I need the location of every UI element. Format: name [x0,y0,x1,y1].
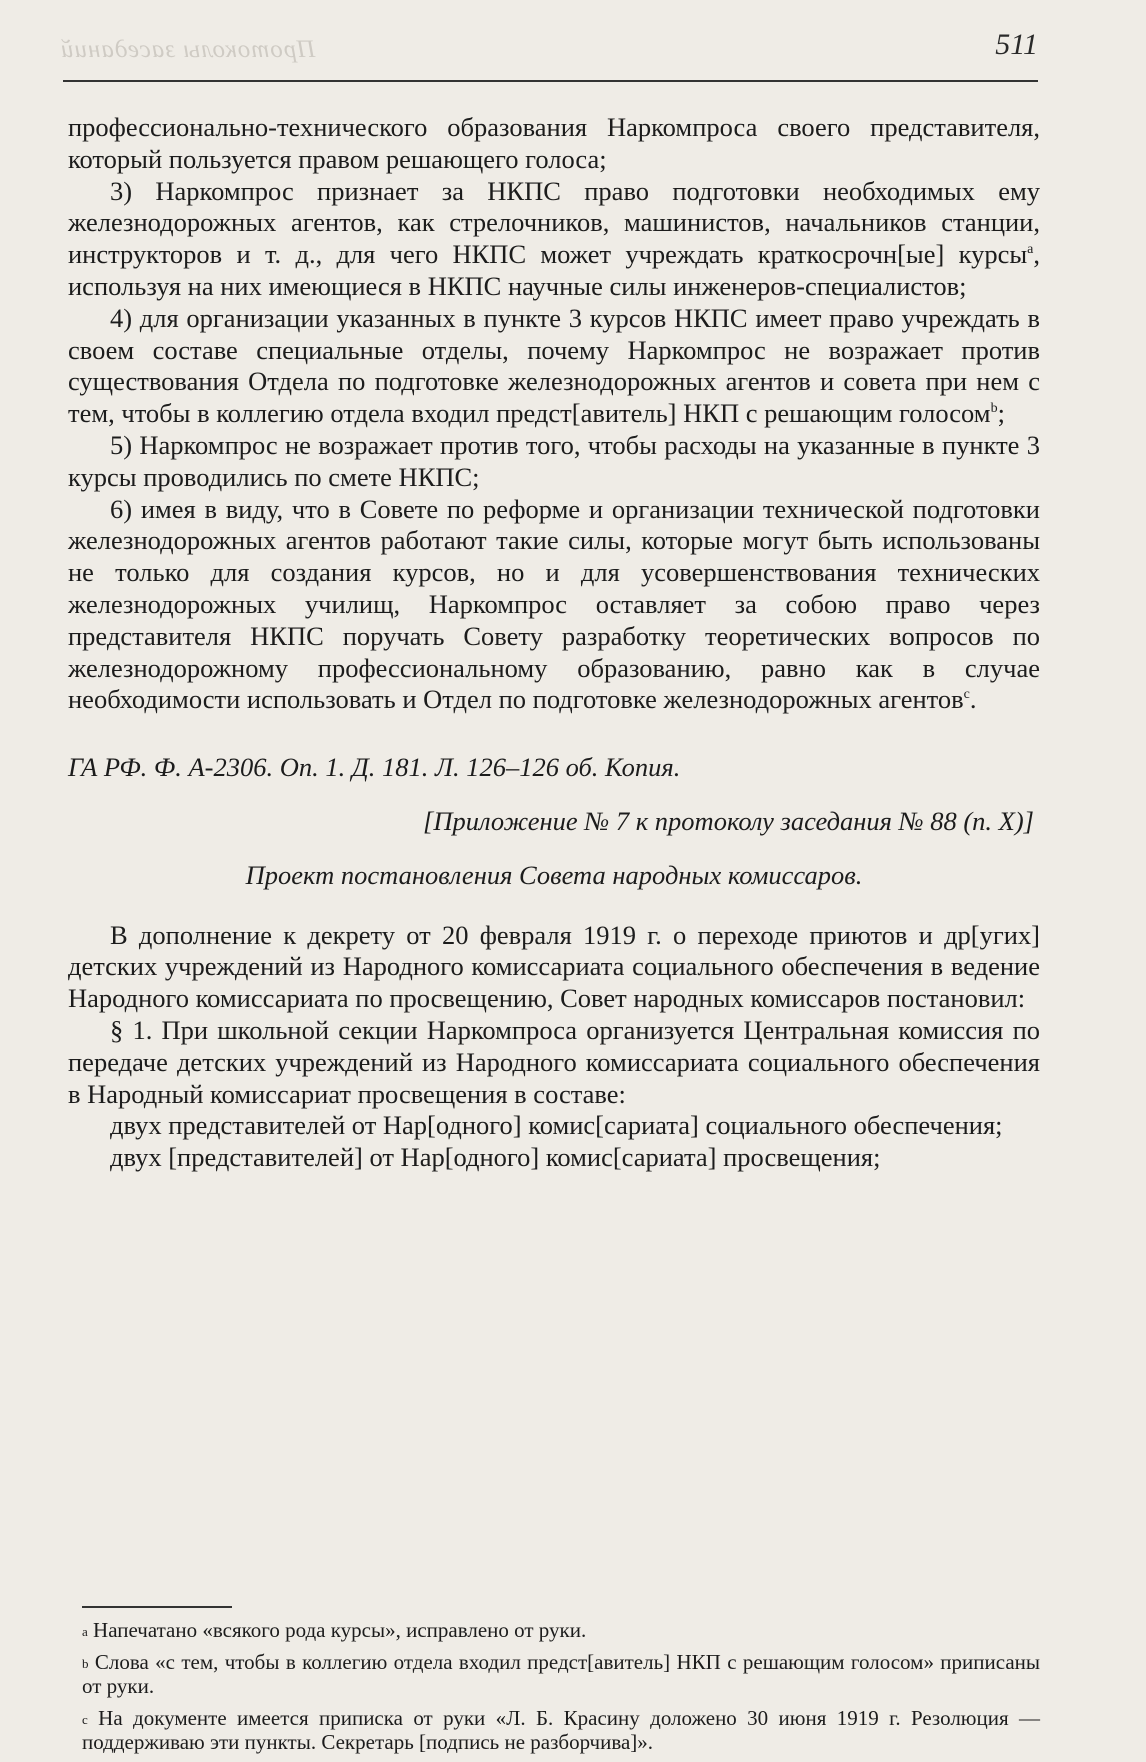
page-number: 511 [995,28,1038,61]
paragraph-preamble: В дополнение к декрету от 20 февраля 1919 г. о переходе приютов и др[угих] детских учреждений из Народного комиссариата социального обеспечения в ведение Народного комиссариата по просвещению, Совет народных комиссаров постановил: [68,919,1040,1014]
paragraph-text-tail: ; [997,398,1005,429]
footnote-ref-c: c [963,687,970,703]
footnote-ref-b: b [990,401,998,417]
footnote-text: На документе имеется приписка от руки «Л. Б. Красину доложено 30 июня 1919 г. Резолюция — поддерживаю эти пункты. Секретарь [подпись не разборчива]». [82,1706,1041,1754]
footnote-text: Напечатано «всякого рода курсы», исправлено от руки. [93,1618,587,1642]
paragraph-member-2: двух [представителей] от Нар[одного] комис[сариата] просвещения; [110,1142,881,1173]
paragraph-text-tail: . [969,684,977,715]
footnote-rule [82,1606,232,1608]
footnote-c [82,1706,1040,1754]
paragraph-item-5: 5) Наркомпрос не возражает против того, чтобы расходы на указанные в пункте 3 курсы проводились по смете НКПС; [68,429,1040,492]
footnote-b [82,1650,1040,1698]
paragraph-member-1: двух представителей от Нар[одного] комис[сариата] социального обеспечения; [110,1110,1003,1141]
paragraph-item-6 [68,494,1040,717]
header-rule [63,80,1038,82]
footnote-marker: c [82,1712,88,1727]
footnote-marker: b [82,1656,89,1671]
paragraph-section-1: § 1. При школьной секции Наркомпроса организуется Центральная комиссия по передаче детских учреждений из Народного комиссариата социального обеспечения в Народный комиссариат просвещения в составе: [68,1014,1040,1109]
paragraph-text: 3) Наркомпрос признает за НКПС право подготовки необходимых ему железнодорожных агентов, как стрелочников, машинистов, начальников станции, инструкторов и т. д., для чего НКПС может учреждать краткосрочн[ые] курсы [68,175,1040,270]
document-title: Проект постановления Совета народных комиссаров. [245,859,863,890]
footnote-text: Слова «с тем, чтобы в коллегию отдела входил предст[авитель] НКП с решающим голосом» приписаны от руки. [82,1650,1041,1698]
paragraph-text: 4) для организации указанных в пункте 3 курсов НКПС имеет право учреждать в своем составе специальные отделы, почему Наркомпрос не возражает против существования Отдела по подготовке железнодорожных агентов и совета при нем с тем, чтобы в коллегию отдела входил предст[авитель] НКП с решающим голосом [68,302,1040,429]
footnote-a [82,1618,1040,1642]
main-text [68,112,1040,1174]
paragraph-text: 6) имея в виду, что в Совете по реформе и организации технической подготовки железнодорожных агентов работают такие силы, которые могут быть использованы не только для создания курсов, но и для усовершенствования технических железнодорожных училищ, Наркомпрос оставляет за собою право через представителя НКПС поручать Совету разработку теоретических вопросов по железнодорожному профессиональному образованию, равно как в случае необходимости использовать и Отдел по подготовке железнодорожных агентов [68,493,1040,715]
paragraph-item-3 [68,176,1040,303]
paragraph-continuation: профессионально-технического образования Наркомпроса своего представителя, который пользуется правом решающего голоса; [68,112,1040,174]
footnotes [82,1618,1040,1762]
archive-source: ГА РФ. Ф. А-2306. Оп. 1. Д. 181. Л. 126–126 об. Копия. [68,752,681,783]
paragraph-text-tail: , используя на них имеющиеся в НКПС научные силы инженеров-специалистов; [68,239,1040,301]
paragraph-item-4 [68,303,1040,430]
footnote-ref-a: a [1027,242,1034,258]
footnote-marker: a [82,1624,88,1639]
running-head-bleedthrough: Протоколы заседаний [60,36,316,63]
appendix-reference: [Приложение № 7 к протоколу заседания № 88 (п. X)] [423,805,1034,836]
